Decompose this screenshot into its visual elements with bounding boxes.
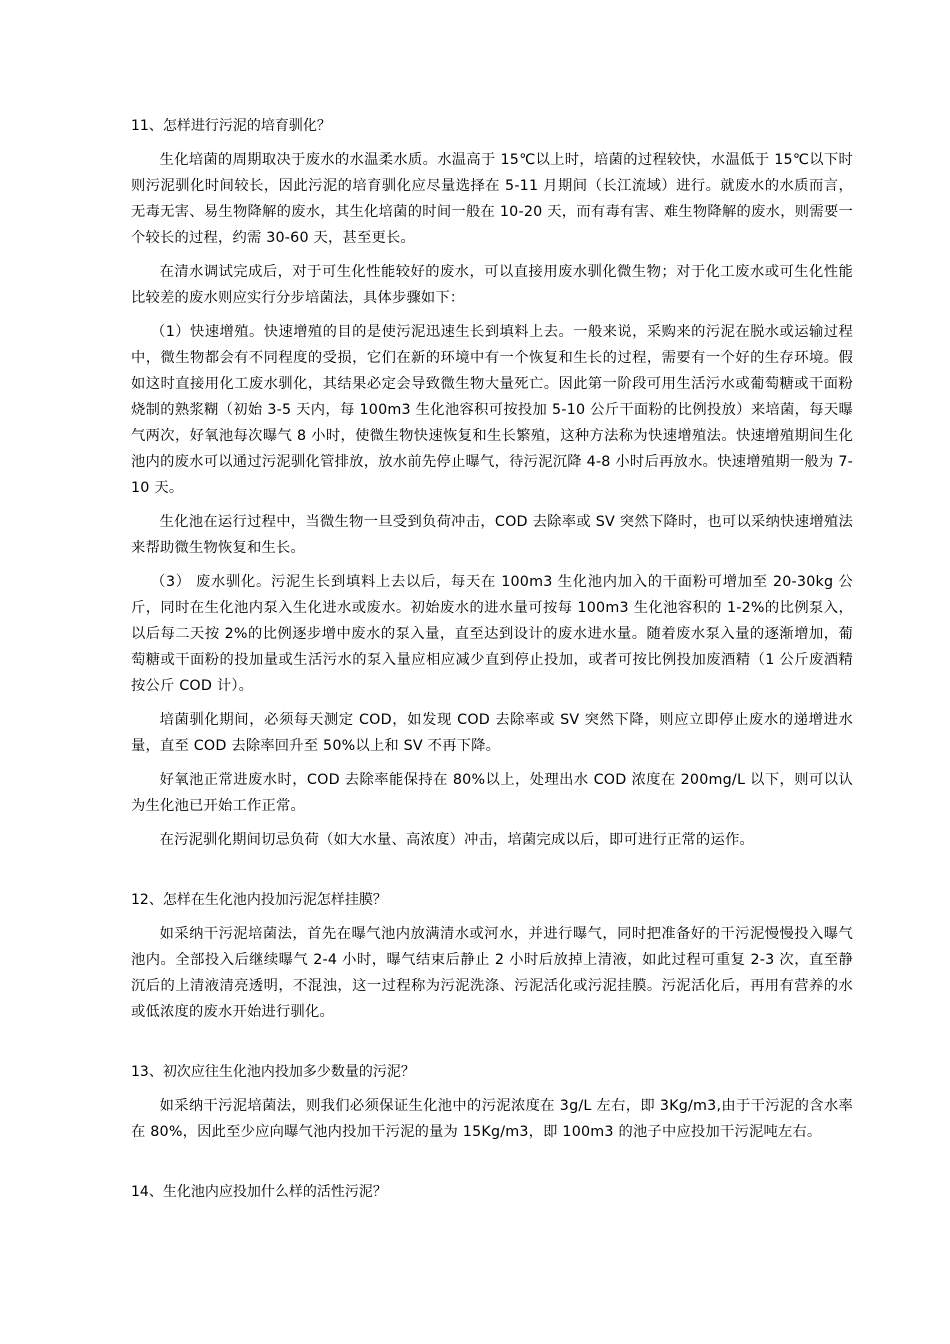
section-12 [131,886,853,1025]
section-heading: 14、生化池内应投加什么样的活性污泥？ [131,1184,387,1200]
paragraph-step-3: （3） 废水驯化。污泥生长到填料上去以后，每天在 100m3 生化池内加入的干面粉可增加至 20-30kg 公斤，同时在生化池内泵入生化进水或废水。初始废水的进水量可按每 100m3 生化池容积的 1-2%的比例泵入，以后每二天按 2%的比例逐步增中废水的泵入量，直至达到设计的废水进水量。随着废水泵入量的逐渐增加，葡萄糖或干面粉的投加量或生活污水的泵入量应相应减少直到停止投加，或者可按比例投加废酒精（1 公斤废酒精按公斤 COD 计）。 [131,574,853,694]
section-heading: 12、怎样在生化池内投加污泥怎样挂膜？ [131,892,387,908]
section-heading: 11、怎样进行污泥的培育驯化？ [131,118,331,134]
section-heading: 13、初次应往生化池内投加多少数量的污泥？ [131,1064,415,1080]
paragraph: 如采纳干污泥培菌法，首先在曝气池内放满清水或河水，并进行曝气，同时把准备好的干污泥慢慢投入曝气池内。全部投入后继续曝气 2-4 小时，曝气结束后静止 2 小时后放掉上清液，如此过程可重复 2-3 次，直至静沉后的上清液清亮透明，不混浊，这一过程称为污泥洗涤、污泥活化或污泥挂膜。污泥活化后，再用有营养的水或低浓度的废水开始进行驯化。 [131,926,853,1020]
section-spacer [131,861,853,886]
section-14 [131,1178,853,1206]
paragraph: 如采纳干污泥培菌法，则我们必须保证生化池中的污泥浓度在 3g/L 左右，即 3Kg/m3,由于干污泥的含水率在 80%，因此至少应向曝气池内投加干污泥的量为 15Kg/m3，即 100m3 的池子中应投加干污泥吨左右。 [131,1098,853,1140]
section-11 [131,112,853,853]
paragraph: 在清水调试完成后，对于可生化性能较好的废水，可以直接用废水驯化微生物；对于化工废水或可生化性能比较差的废水则应实行分步培菌法，具体步骤如下： [131,264,853,306]
paragraph: 生化培菌的周期取决于废水的水温柔水质。水温高于 15℃以上时，培菌的过程较快，水温低于 15℃以下时则污泥驯化时间较长，因此污泥的培育驯化应尽量选择在 5-11 月期间（长江流域）进行。就废水的水质而言，无毒无害、易生物降解的废水，其生化培菌的时间一般在 10-20 天，而有毒有害、难生物降解的废水，则需要一个较长的过程，约需 30-60 天，甚至更长。 [131,152,853,246]
paragraph-step-1: （1）快速增殖。快速增殖的目的是使污泥迅速生长到填料上去。一般来说，采购来的污泥在脱水或运输过程中，微生物都会有不同程度的受损，它们在新的环境中有一个恢复和生长的过程，需要有一个好的生存环境。假如这时直接用化工废水驯化，其结果必定会导致微生物大量死亡。因此第一阶段可用生活污水或葡萄糖或干面粉烧制的熟浆糊（初始 3-5 天内，每 100m3 生化池容积可按投加 5-10 公斤干面粉的比例投放）来培菌，每天曝气两次，好氧池每次曝气 8 小时，使微生物快速恢复和生长繁殖，这种方法称为快速增殖法。快速增殖期间生化池内的废水可以通过污泥驯化管排放，放水前先停止曝气，待污泥沉降 4-8 小时后再放水。快速增殖期一般为 7-10 天。 [131,324,853,496]
paragraph: 在污泥驯化期间切忌负荷（如大水量、高浓度）冲击，培菌完成以后，即可进行正常的运作。 [159,832,754,848]
section-spacer [131,1153,853,1178]
paragraph: 培菌驯化期间，必须每天测定 COD，如发现 COD 去除率或 SV 突然下降，则应立即停止废水的递增进水量，直至 COD 去除率回升至 50%以上和 SV 不再下降。 [131,712,853,754]
paragraph: 生化池在运行过程中，当微生物一旦受到负荷冲击，COD 去除率或 SV 突然下降时，也可以采纳快速增殖法来帮助微生物恢复和生长。 [131,514,853,556]
paragraph: 好氧池正常进废水时，COD 去除率能保持在 80%以上，处理出水 COD 浓度在 200mg/L 以下，则可以认为生化池已开始工作正常。 [131,772,853,814]
section-spacer [131,1033,853,1058]
document-body [131,112,853,1213]
section-13 [131,1058,853,1145]
